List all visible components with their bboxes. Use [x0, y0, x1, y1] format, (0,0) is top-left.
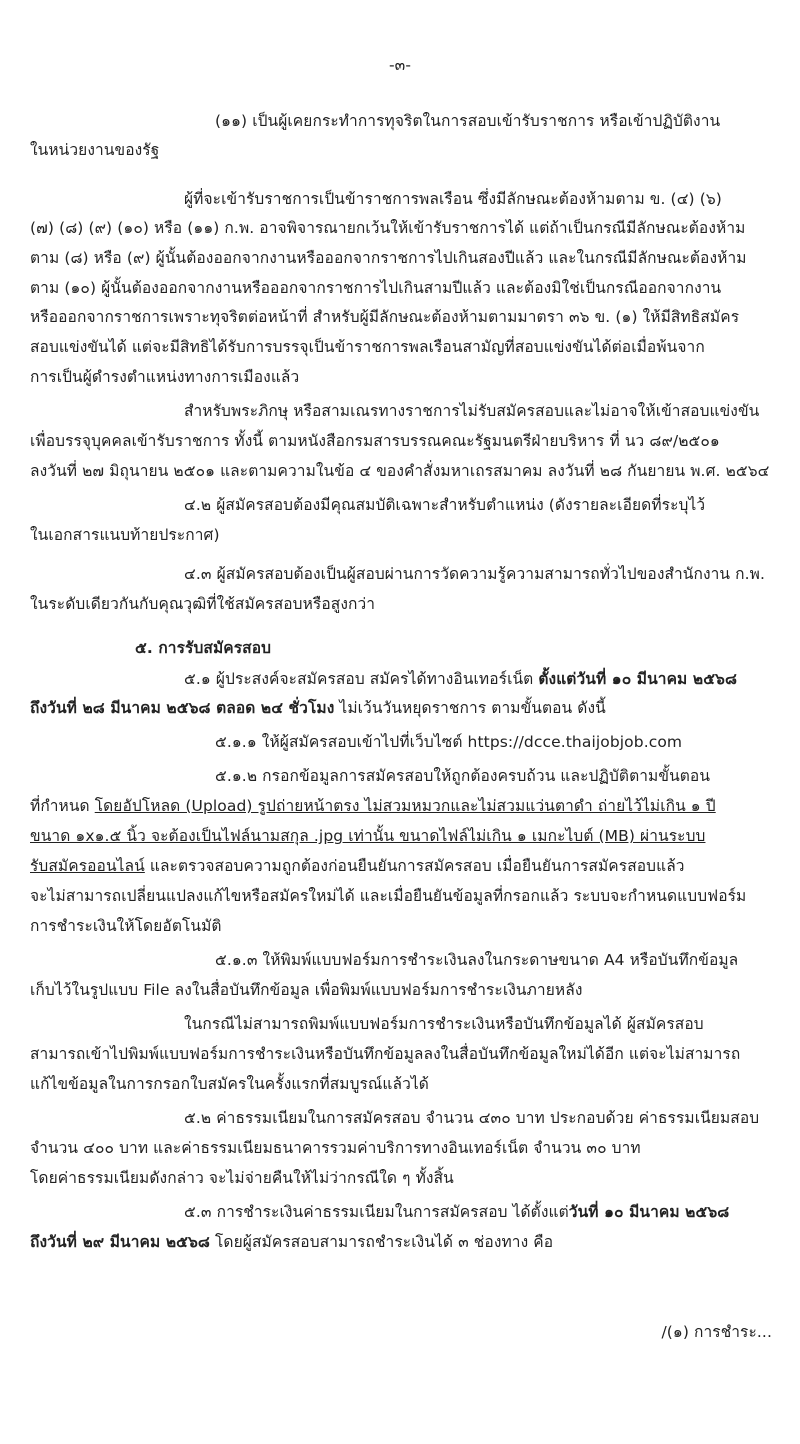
- text-run: ไม่เว้นวันหยุดราชการ ตามขั้นตอน ดังนี้: [334, 699, 606, 717]
- section-heading: ๕. การรับสมัครสอบ: [135, 639, 272, 657]
- text-line: ในเอกสารแนบท้ายประกาศ): [30, 526, 220, 544]
- continuation-note: /(๑) การชำระ...: [661, 1323, 772, 1341]
- text-line: ๕.๑.๓ ให้พิมพ์แบบฟอร์มการชำระเงินลงในกระดาษขนาด A4 หรือบันทึกข้อมูล: [215, 951, 739, 969]
- text-line: ลงวันที่ ๒๗ มิถุนายน ๒๕๐๑ และตามความในข้อ ๔ ของคำสั่งมหาเถรสมาคม ลงวันที่ ๒๘ กันยายน พ.ศ. ๒๕๖๔: [30, 462, 770, 480]
- text-line: ๕.๑.๑ ให้ผู้สมัครสอบเข้าไปที่เว็บไซต์ https://dcce.thaijobjob.com: [215, 733, 683, 751]
- text-line: ๕.๒ ค่าธรรมเนียมในการสมัครสอบ จำนวน ๔๓๐ บาท ประกอบด้วย ค่าธรรมเนียมสอบ: [184, 1109, 760, 1127]
- emphasis-text: ถึงวันที่ ๒๙ มีนาคม ๒๕๖๘: [30, 1233, 210, 1251]
- emphasis-text: ตั้งแต่วันที่ ๑๐ มีนาคม ๒๕๖๘: [538, 670, 738, 688]
- page-number: -๓-: [388, 56, 412, 74]
- text-line: ผู้ที่จะเข้ารับราชการเป็นข้าราชการพลเรือน ซึ่งมีลักษณะต้องห้ามตาม ข. (๔) (๖): [184, 190, 722, 208]
- text-line: ในหน่วยงานของรัฐ: [30, 141, 160, 159]
- text-line: ในระดับเดียวกันกับคุณวุฒิที่ใช้สมัครสอบหรือสูงกว่า: [30, 595, 376, 613]
- text-line: เก็บไว้ในรูปแบบ File ลงในสื่อบันทึกข้อมูล เพื่อพิมพ์แบบฟอร์มการชำระเงินภายหลัง: [30, 981, 583, 999]
- text-line: การชำระเงินให้โดยอัตโนมัติ: [30, 917, 222, 935]
- text-line: หรือออกจากราชการเพราะทุจริตต่อหน้าที่ สำหรับผู้มีลักษณะต้องห้ามตามมาตรา ๓๖ ข. (๑) ให้มีสิทธิสมัคร: [30, 308, 740, 326]
- text-line: ๔.๓ ผู้สมัครสอบต้องเป็นผู้สอบผ่านการวัดความรู้ความสามารถทั่วไปของสำนักงาน ก.พ.: [184, 565, 766, 583]
- underlined-text: โดยอัปโหลด (Upload) รูปถ่ายหน้าตรง ไม่สวมหมวกและไม่สวมแว่นตาดำ ถ่ายไว้ไม่เกิน ๑ ปี: [94, 797, 716, 815]
- text-line: แก้ไขข้อมูลในการกรอกใบสมัครในครั้งแรกที่สมบูรณ์แล้วได้: [30, 1075, 429, 1093]
- text-line: ๕.๑.๒ กรอกข้อมูลการสมัครสอบให้ถูกต้องครบถ้วน และปฏิบัติตามขั้นตอน: [215, 767, 711, 785]
- text-line: โดยค่าธรรมเนียมดังกล่าว จะไม่จ่ายคืนให้ไม่ว่ากรณีใด ๆ ทั้งสิ้น: [30, 1169, 454, 1187]
- text-line: ตาม (๘) หรือ (๙) ผู้นั้นต้องออกจากงานหรือออกจากราชการไปเกินสองปีแล้ว และในกรณีมีลักษณะต้องห้าม: [30, 249, 747, 267]
- text-line: ในกรณีไม่สามารถพิมพ์แบบฟอร์มการชำระเงินหรือบันทึกข้อมูลได้ ผู้สมัครสอบ: [184, 1015, 704, 1033]
- text-line: สำหรับพระภิกษุ หรือสามเณรทางราชการไม่รับสมัครสอบและไม่อาจให้เข้าสอบแข่งขัน: [184, 402, 760, 420]
- text-line: เพื่อบรรจุบุคคลเข้ารับราชการ ทั้งนี้ ตามหนังสือกรมสารบรรณคณะรัฐมนตรีฝ่ายบริหาร ที่ นว ๘๙/๒๕๐๑: [30, 432, 720, 450]
- emphasis-text: ถึงวันที่ ๒๘ มีนาคม ๒๕๖๘ ตลอด ๒๔ ชั่วโมง: [30, 699, 335, 717]
- text-line: ๔.๒ ผู้สมัครสอบต้องมีคุณสมบัติเฉพาะสำหรับตำแหน่ง (ดังรายละเอียดที่ระบุไว้: [184, 496, 706, 514]
- emphasis-text: วันที่ ๑๐ มีนาคม ๒๕๖๘: [568, 1203, 730, 1221]
- text-line: สามารถเข้าไปพิมพ์แบบฟอร์มการชำระเงินหรือบันทึกข้อมูลลงในสื่อบันทึกข้อมูลใหม่ได้อีก แต่จะไม่สามารถ: [30, 1045, 741, 1063]
- text-line: จำนวน ๔๐๐ บาท และค่าธรรมเนียมธนาคารรวมค่าบริการทางอินเทอร์เน็ต จำนวน ๓๐ บาท: [30, 1139, 641, 1157]
- text-line: สอบแข่งขันได้ แต่จะมีสิทธิได้รับการบรรจุเป็นข้าราชการพลเรือนสามัญที่สอบแข่งขันได้ต่อเมื่อพ้นจาก: [30, 338, 705, 356]
- underlined-text: รับสมัครออนไลน์: [30, 857, 145, 875]
- text-line: จะไม่สามารถเปลี่ยนแปลงแก้ไขหรือสมัครใหม่ได้ และเมื่อยืนยันข้อมูลที่กรอกแล้ว ระบบจะกำหนดแบบฟอร์ม: [30, 887, 747, 905]
- text-line: (๑๑) เป็นผู้เคยกระทำการทุจริตในการสอบเข้ารับราชการ หรือเข้าปฏิบัติงาน: [215, 112, 721, 130]
- text-line: การเป็นผู้ดำรงตำแหน่งทางการเมืองแล้ว: [30, 368, 300, 386]
- text-line: [30, 1231, 553, 1253]
- text-line: [184, 1201, 729, 1223]
- text-run: ๕.๓ การชำระเงินค่าธรรมเนียมในการสมัครสอบ ได้ตั้งแต่: [184, 1203, 569, 1221]
- text-line: [184, 668, 737, 690]
- text-run: ที่กำหนด: [30, 797, 95, 815]
- text-line: [30, 795, 716, 817]
- text-run: โดยผู้สมัครสอบสามารถชำระเงินได้ ๓ ช่องทาง คือ: [209, 1233, 554, 1251]
- text-run: ๕.๑ ผู้ประสงค์จะสมัครสอบ สมัครได้ทางอินเทอร์เน็ต: [184, 670, 539, 688]
- text-line: (๗) (๘) (๙) (๑๐) หรือ (๑๑) ก.พ. อาจพิจารณายกเว้นให้เข้ารับราชการได้ แต่ถ้าเป็นกรณีมีลักษณะต้องห้าม: [30, 219, 746, 237]
- text-run: และตรวจสอบความถูกต้องก่อนยืนยันการสมัครสอบ เมื่อยืนยันการสมัครสอบแล้ว: [144, 857, 685, 875]
- text-line: [30, 855, 685, 877]
- text-line: ตาม (๑๐) ผู้นั้นต้องออกจากงานหรือออกจากราชการไปเกินสามปีแล้ว และต้องมิใช่เป็นกรณีออกจากงาน: [30, 279, 722, 297]
- text-line: [30, 697, 606, 719]
- underlined-text: ขนาด ๑x๑.๕ นิ้ว จะต้องเป็นไฟล์นามสกุล .jpg เท่านั้น ขนาดไฟล์ไม่เกิน ๑ เมกะไบต์ (MB) ผ่านระบบ: [30, 827, 706, 845]
